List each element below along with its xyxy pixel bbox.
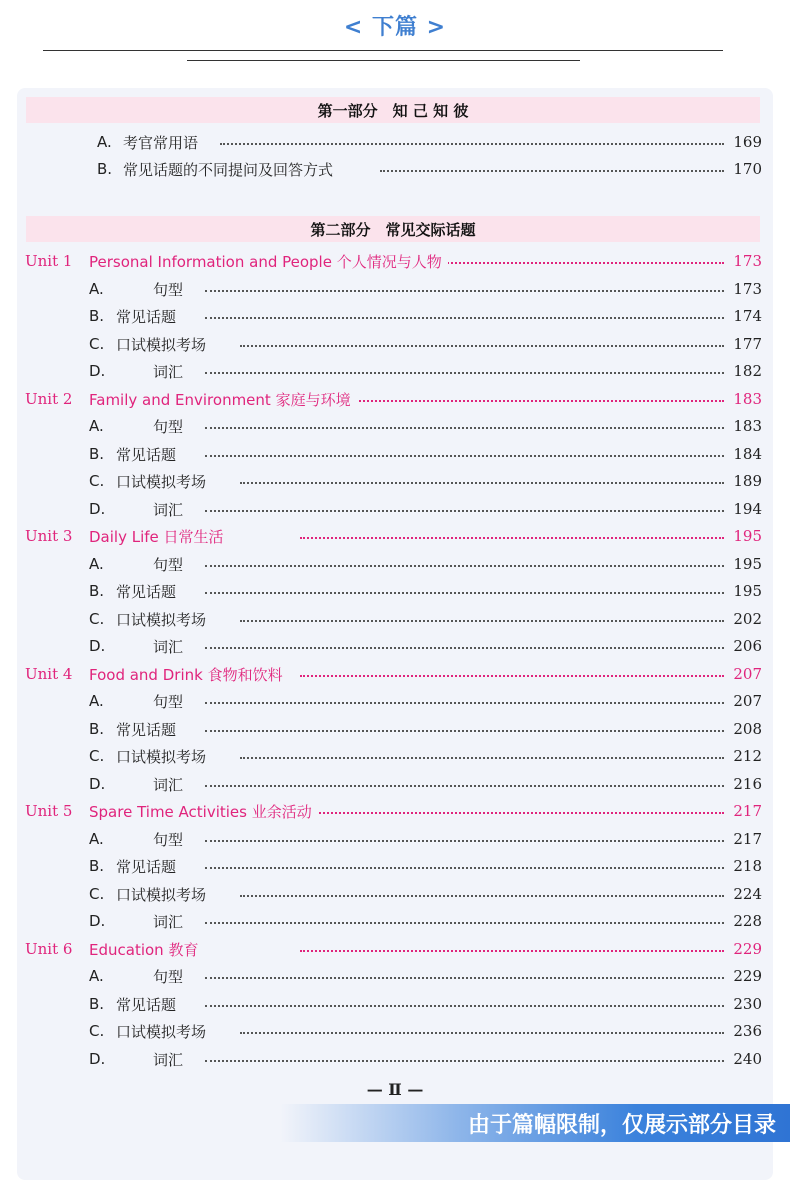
unit-page: 173 bbox=[733, 252, 762, 270]
unit-row[interactable] bbox=[0, 387, 790, 411]
toc-entry[interactable] bbox=[0, 1019, 790, 1043]
unit-page: 207 bbox=[733, 665, 762, 683]
entry-text: 句型 bbox=[153, 416, 189, 437]
entry-letter: D. bbox=[89, 362, 106, 380]
entry-letter: B. bbox=[89, 995, 105, 1013]
leader-dots bbox=[205, 427, 724, 429]
entry-page: 182 bbox=[733, 362, 762, 380]
entry-page: 240 bbox=[733, 1050, 762, 1068]
entry-letter: C. bbox=[89, 885, 105, 903]
toc-entry[interactable] bbox=[0, 964, 790, 988]
leader-dots bbox=[240, 757, 724, 759]
toc-entry[interactable] bbox=[0, 414, 790, 438]
toc-entry[interactable] bbox=[0, 717, 790, 741]
part2-title: 第二部分 常见交际话题 bbox=[310, 221, 476, 239]
toc-entry[interactable] bbox=[0, 1047, 790, 1071]
entry-text: 词汇 bbox=[153, 774, 189, 795]
unit-page: 217 bbox=[733, 802, 762, 820]
unit-title: Family and Environment 家庭与环境 bbox=[89, 389, 357, 410]
banner-text: 由于篇幅限制，仅展示部分目录 bbox=[467, 1113, 776, 1138]
unit-label: Unit 5 bbox=[25, 802, 73, 820]
entry-page: 228 bbox=[733, 912, 762, 930]
leader-dots bbox=[240, 482, 724, 484]
leader-dots bbox=[205, 317, 724, 319]
unit-title: Food and Drink 食物和饮料 bbox=[89, 664, 289, 685]
leader-dots bbox=[205, 510, 724, 512]
unit-label: Unit 6 bbox=[25, 940, 73, 958]
entry-letter: A. bbox=[89, 830, 104, 848]
entry-letter: A. bbox=[89, 967, 104, 985]
part1-title: 第一部分 知 己 知 彼 bbox=[317, 102, 469, 120]
toc-entry[interactable] bbox=[0, 497, 790, 521]
entry-page: 207 bbox=[733, 692, 762, 710]
leader-dots bbox=[205, 840, 724, 842]
entry-text: 词汇 bbox=[153, 361, 189, 382]
entry-letter: A. bbox=[89, 280, 104, 298]
entry-page: 170 bbox=[733, 160, 762, 178]
toc-entry[interactable] bbox=[0, 772, 790, 796]
unit-title: Personal Information and People 个人情况与人物 bbox=[89, 251, 448, 272]
leader-dots bbox=[205, 592, 724, 594]
entry-letter: D. bbox=[89, 775, 106, 793]
entry-text: 口试模拟考场 bbox=[116, 1021, 212, 1042]
unit-label: Unit 2 bbox=[25, 390, 73, 408]
entry-letter: B. bbox=[89, 582, 105, 600]
entry-letter: B. bbox=[97, 160, 113, 178]
entry-letter: A. bbox=[89, 417, 104, 435]
entry-page: 184 bbox=[733, 445, 762, 463]
toc-entry[interactable] bbox=[0, 130, 790, 154]
leader-dots bbox=[380, 170, 724, 172]
toc-entry[interactable] bbox=[0, 277, 790, 301]
unit-row[interactable] bbox=[0, 249, 790, 273]
toc-entry[interactable] bbox=[0, 992, 790, 1016]
entry-text: 常见话题 bbox=[116, 581, 182, 602]
entry-letter: D. bbox=[89, 912, 106, 930]
leader-dots bbox=[205, 647, 724, 649]
footer-page-number: — Ⅱ — bbox=[366, 1080, 424, 1099]
entry-page: 224 bbox=[733, 885, 762, 903]
entry-page: 202 bbox=[733, 610, 762, 628]
unit-title: Daily Life 日常生活 bbox=[89, 526, 230, 547]
entry-page: 216 bbox=[733, 775, 762, 793]
entry-page: 217 bbox=[733, 830, 762, 848]
toc-entry[interactable] bbox=[0, 882, 790, 906]
section-heading: < 下篇 > bbox=[343, 15, 447, 40]
entry-page: 218 bbox=[733, 857, 762, 875]
leader-dots bbox=[300, 812, 724, 814]
entry-page: 195 bbox=[733, 555, 762, 573]
toc-entry[interactable] bbox=[0, 634, 790, 658]
entry-letter: D. bbox=[89, 1050, 106, 1068]
entry-letter: C. bbox=[89, 610, 105, 628]
entry-text: 常见话题 bbox=[116, 306, 182, 327]
toc-entry[interactable] bbox=[0, 854, 790, 878]
leader-dots bbox=[205, 702, 724, 704]
unit-label: Unit 4 bbox=[25, 665, 73, 683]
leader-dots bbox=[205, 922, 724, 924]
entry-page: 206 bbox=[733, 637, 762, 655]
leader-dots bbox=[240, 1032, 724, 1034]
entry-text: 词汇 bbox=[153, 499, 189, 520]
leader-dots bbox=[205, 372, 724, 374]
entry-page: 189 bbox=[733, 472, 762, 490]
entry-page: 212 bbox=[733, 747, 762, 765]
entry-text: 常见话题 bbox=[116, 444, 182, 465]
leader-dots bbox=[300, 537, 724, 539]
unit-title: Education 教育 bbox=[89, 939, 204, 960]
entry-text: 常见话题 bbox=[116, 994, 182, 1015]
leader-dots bbox=[205, 290, 724, 292]
leader-dots bbox=[205, 455, 724, 457]
divider-top bbox=[43, 50, 723, 51]
unit-row[interactable] bbox=[0, 937, 790, 961]
leader-dots bbox=[205, 785, 724, 787]
entry-text: 句型 bbox=[153, 554, 189, 575]
entry-letter: D. bbox=[89, 637, 106, 655]
unit-page: 183 bbox=[733, 390, 762, 408]
leader-dots bbox=[240, 895, 724, 897]
toc-entry[interactable] bbox=[0, 359, 790, 383]
toc-entry[interactable] bbox=[0, 607, 790, 631]
entry-text: 考官常用语 bbox=[123, 132, 204, 153]
entry-letter: B. bbox=[89, 720, 105, 738]
entry-letter: A. bbox=[89, 555, 104, 573]
entry-letter: C. bbox=[89, 1022, 105, 1040]
unit-label: Unit 1 bbox=[25, 252, 73, 270]
entry-text: 常见话题 bbox=[116, 719, 182, 740]
entry-page: 208 bbox=[733, 720, 762, 738]
entry-letter: A. bbox=[97, 133, 112, 151]
divider-bottom bbox=[187, 60, 580, 61]
unit-row[interactable] bbox=[0, 799, 790, 823]
toc-entry[interactable] bbox=[0, 304, 790, 328]
entry-text: 句型 bbox=[153, 279, 189, 300]
entry-page: 183 bbox=[733, 417, 762, 435]
toc-entry[interactable] bbox=[0, 579, 790, 603]
entry-letter: B. bbox=[89, 445, 105, 463]
entry-page: 236 bbox=[733, 1022, 762, 1040]
leader-dots bbox=[300, 675, 724, 677]
entry-text: 口试模拟考场 bbox=[116, 884, 212, 905]
unit-page: 195 bbox=[733, 527, 762, 545]
leader-dots bbox=[205, 1060, 724, 1062]
entry-page: 177 bbox=[733, 335, 762, 353]
entry-text: 词汇 bbox=[153, 911, 189, 932]
entry-page: 195 bbox=[733, 582, 762, 600]
entry-letter: C. bbox=[89, 335, 105, 353]
entry-page: 230 bbox=[733, 995, 762, 1013]
leader-dots bbox=[220, 143, 724, 145]
entry-letter: A. bbox=[89, 692, 104, 710]
page-header bbox=[0, 0, 790, 90]
toc-entry[interactable] bbox=[0, 689, 790, 713]
entry-text: 词汇 bbox=[153, 636, 189, 657]
entry-text: 句型 bbox=[153, 691, 189, 712]
leader-dots bbox=[300, 950, 724, 952]
entry-letter: C. bbox=[89, 747, 105, 765]
toc-entry[interactable] bbox=[0, 744, 790, 768]
toc-entry[interactable] bbox=[0, 442, 790, 466]
toc-entry[interactable] bbox=[0, 827, 790, 851]
entry-page: 194 bbox=[733, 500, 762, 518]
unit-page: 229 bbox=[733, 940, 762, 958]
toc-entry[interactable] bbox=[0, 909, 790, 933]
entry-text: 口试模拟考场 bbox=[116, 746, 212, 767]
entry-text: 常见话题的不同提问及回答方式 bbox=[123, 159, 339, 180]
entry-text: 口试模拟考场 bbox=[116, 334, 212, 355]
entry-text: 常见话题 bbox=[116, 856, 182, 877]
entry-text: 句型 bbox=[153, 829, 189, 850]
entry-letter: D. bbox=[89, 500, 106, 518]
entry-text: 句型 bbox=[153, 966, 189, 987]
toc-entry[interactable] bbox=[0, 469, 790, 493]
entry-page: 229 bbox=[733, 967, 762, 985]
unit-label: Unit 3 bbox=[25, 527, 73, 545]
notice-banner bbox=[280, 1104, 790, 1142]
toc-entry[interactable] bbox=[0, 332, 790, 356]
entry-letter: B. bbox=[89, 857, 105, 875]
entry-page: 169 bbox=[733, 133, 762, 151]
leader-dots bbox=[205, 730, 724, 732]
unit-title: Spare Time Activities 业余活动 bbox=[89, 801, 318, 822]
entry-letter: B. bbox=[89, 307, 105, 325]
toc-entry[interactable] bbox=[0, 157, 790, 181]
unit-row[interactable] bbox=[0, 662, 790, 686]
leader-dots bbox=[205, 977, 724, 979]
leader-dots bbox=[240, 345, 724, 347]
leader-dots bbox=[205, 1005, 724, 1007]
leader-dots bbox=[205, 565, 724, 567]
toc-entry[interactable] bbox=[0, 552, 790, 576]
unit-row[interactable] bbox=[0, 524, 790, 548]
entry-text: 口试模拟考场 bbox=[116, 609, 212, 630]
entry-text: 口试模拟考场 bbox=[116, 471, 212, 492]
leader-dots bbox=[205, 867, 724, 869]
entry-letter: C. bbox=[89, 472, 105, 490]
leader-dots bbox=[300, 400, 724, 402]
leader-dots bbox=[240, 620, 724, 622]
entry-page: 173 bbox=[733, 280, 762, 298]
entry-text: 词汇 bbox=[153, 1049, 189, 1070]
entry-page: 174 bbox=[733, 307, 762, 325]
